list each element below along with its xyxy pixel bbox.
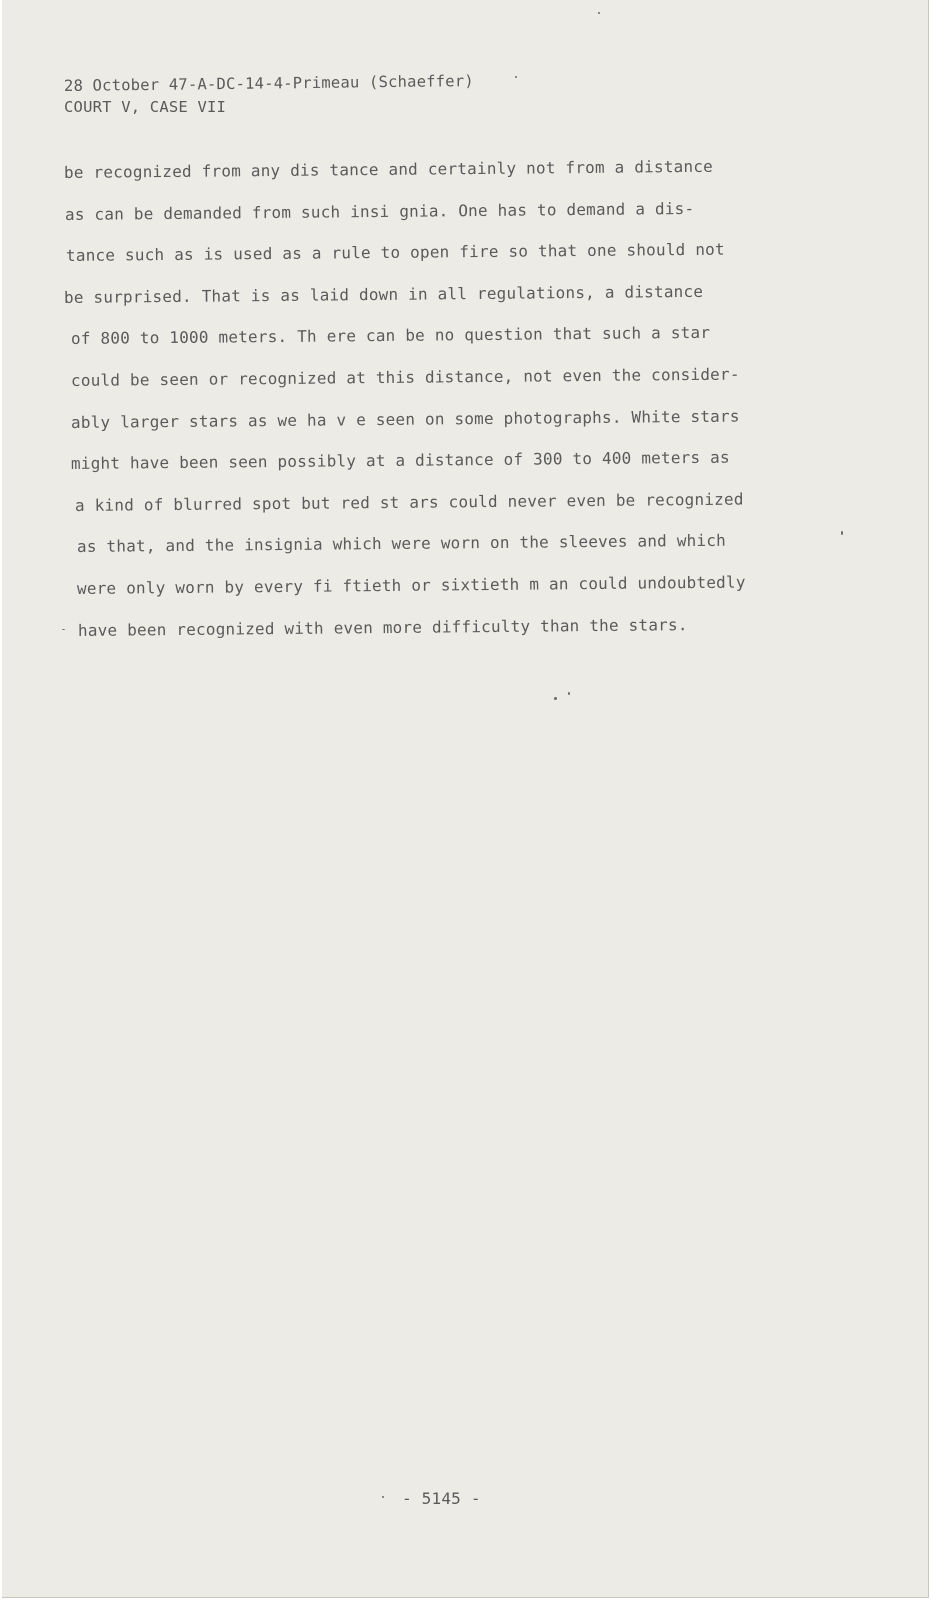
text-line: as can be demanded from such insi gnia. One has to demand a dis- [64,198,695,224]
ink-speck [554,697,557,700]
document-header [63,71,474,118]
text-line: tance such as is used as a rule to open fire so that one should not [65,239,725,266]
ink-speck [841,531,843,535]
text-line: be surprised. That is as laid down in all regulations, a distance [63,281,704,307]
text-line: ably larger stars as we ha v e seen on some photographs. White stars [70,406,740,432]
text-line: have been recognized with even more difficulty than the stars. [77,614,688,640]
text-line: be recognized from any dis tance and certainly not from a distance [63,156,714,182]
ink-speck [382,1496,384,1498]
text-line: might have been seen possibly at a distance of 300 to 400 meters as [70,447,730,474]
ink-speck [598,12,600,14]
header-court-case: COURT V, CASE VII [64,98,227,116]
document-page [2,0,929,1598]
page-number: - 5145 - [402,1489,481,1508]
ink-speck [62,629,65,630]
text-line: of 800 to 1000 meters. Th ere can be no question that such a star [70,323,711,349]
text-line: a kind of blurred spot but red st ars could never even be recognized [74,489,744,515]
header-session-reference: 28 October 47-A-DC-14-4-Primeau (Schaeffer) [63,71,474,95]
ink-speck [568,692,570,695]
text-line: were only worn by every fi ftieth or sixtieth m an could undoubtedly [76,572,746,598]
text-line: as that, and the insignia which were worn on the sleeves and which [76,531,727,557]
ink-speck [515,76,517,78]
testimony-body [64,152,824,651]
text-line: could be seen or recognized at this distance, not even the consider- [70,364,740,390]
